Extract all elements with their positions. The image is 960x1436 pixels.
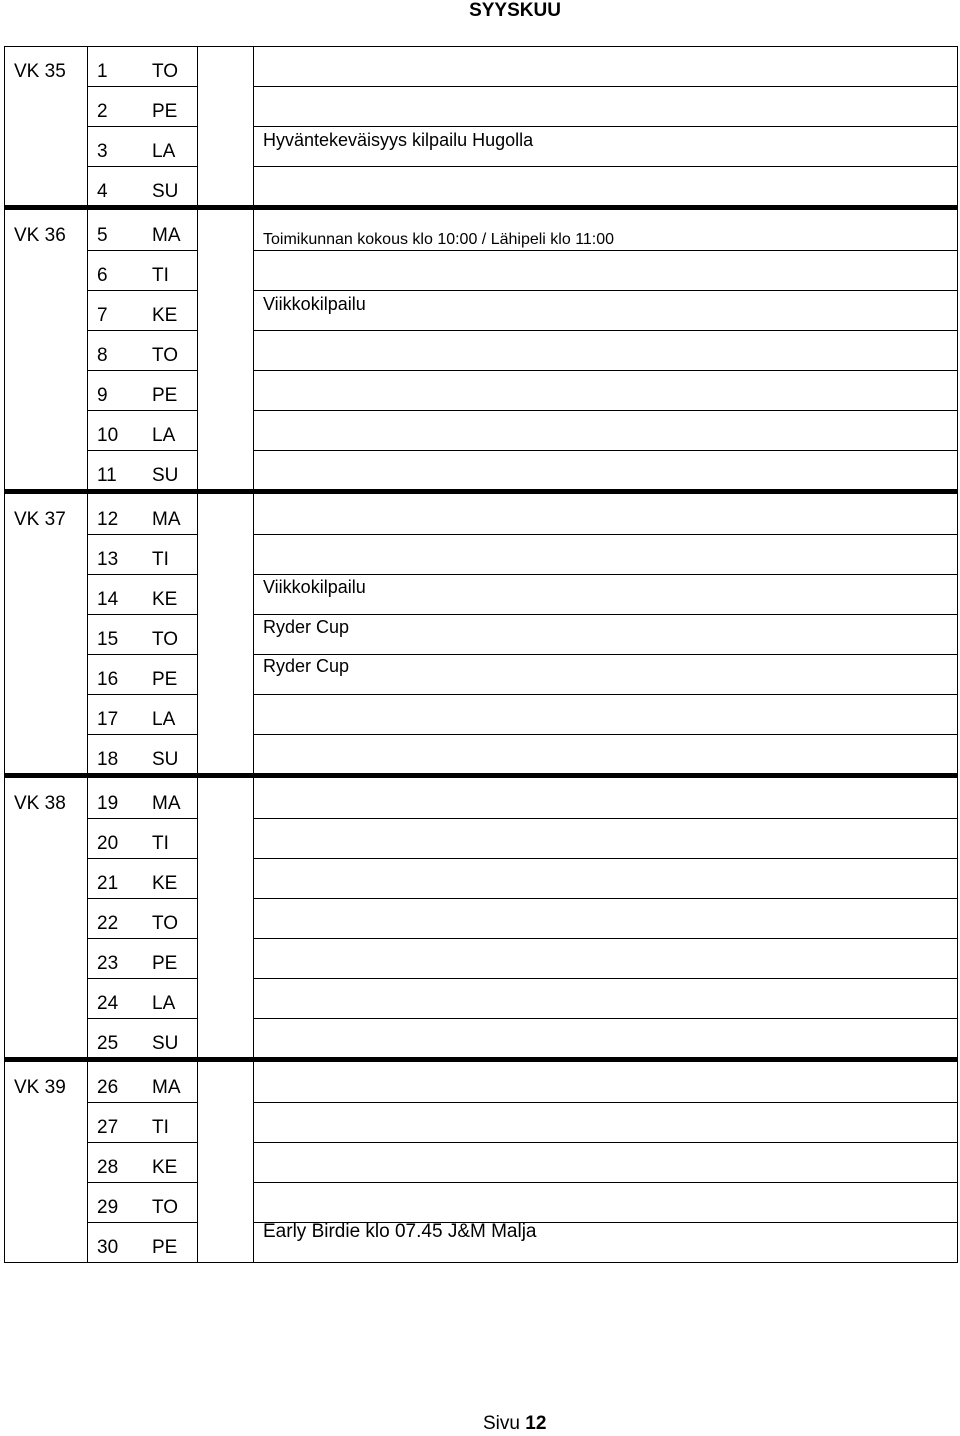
event-kokous: Toimikunnan kokous klo 10:00 / Lähipeli klo 11:00 [263,231,615,248]
day-row-separator [87,330,197,331]
day-of-week: PE [152,1237,178,1258]
day-number: 27 [97,1117,119,1138]
event-ryder-cup-1: Ryder Cup [263,617,350,637]
event-ryder-cup-2: Ryder Cup [263,656,350,676]
day-of-week: SU [152,1033,179,1054]
event-row-separator [253,694,958,695]
event-row-separator [253,938,958,939]
day-row-separator [87,858,197,859]
event-row-separator [253,410,958,411]
day-of-week: MA [152,509,181,530]
day-of-week: PE [152,953,178,974]
week-label: VK 35 [14,61,66,82]
day-of-week: TI [152,833,169,854]
day-row-separator [87,1182,197,1183]
day-of-week: TO [152,61,179,82]
event-row-separator [253,818,958,819]
day-col-divider [197,46,198,1262]
day-of-week: TO [152,345,179,366]
event-row-separator [253,734,958,735]
day-row-separator [87,126,197,127]
day-number: 10 [97,425,119,446]
event-row-separator [253,1182,958,1183]
day-of-week: SU [152,181,179,202]
day-of-week: TO [152,913,179,934]
day-of-week: TI [152,549,169,570]
day-of-week: PE [152,101,178,122]
week-separator [4,1057,958,1062]
day-number: 28 [97,1157,119,1178]
table-right-border [957,46,958,1262]
week-separator [4,205,958,210]
event-row-separator [253,290,958,291]
day-row-separator [87,1142,197,1143]
day-of-week: KE [152,305,178,326]
day-of-week: KE [152,1157,178,1178]
day-row-separator [87,898,197,899]
week-separator [4,489,958,494]
week-label: VK 37 [14,509,66,530]
day-row-separator [87,534,197,535]
day-row-separator [87,734,197,735]
day-row-separator [87,1222,197,1223]
day-row-separator [87,1018,197,1019]
footer-label: Sivu [483,1413,520,1434]
table-top-border [4,46,958,47]
day-row-separator [87,574,197,575]
event-row-separator [253,574,958,575]
event-row-separator [253,654,958,655]
day-row-separator [87,86,197,87]
day-of-week: TI [152,1117,169,1138]
footer-page-number: 12 [525,1413,547,1434]
day-of-week: MA [152,793,181,814]
day-number: 7 [97,305,108,326]
event-row-separator [253,370,958,371]
day-of-week: PE [152,669,178,690]
day-of-week: LA [152,141,176,162]
event-row-separator [253,614,958,615]
day-number: 11 [97,465,117,486]
day-number: 8 [97,345,108,366]
day-row-separator [87,166,197,167]
event-row-separator [253,1142,958,1143]
event-row-separator [253,978,958,979]
event-row-separator [253,450,958,451]
event-row-separator [253,166,958,167]
day-of-week: MA [152,1077,181,1098]
day-of-week: LA [152,425,176,446]
day-row-separator [87,290,197,291]
day-row-separator [87,818,197,819]
day-of-week: TI [152,265,169,286]
day-row-separator [87,654,197,655]
day-of-week: PE [152,385,178,406]
page-title: SYYSKUU [469,0,561,21]
day-number: 23 [97,953,119,974]
day-row-separator [87,978,197,979]
day-number: 15 [97,629,119,650]
day-of-week: TO [152,1197,179,1218]
day-of-week: MA [152,225,181,246]
day-number: 4 [97,181,108,202]
event-hugolla: Hyväntekeväisyys kilpailu Hugolla [263,130,534,150]
day-number: 14 [97,589,119,610]
day-number: 9 [97,385,108,406]
table-left-border [4,46,5,1262]
day-row-separator [87,250,197,251]
day-row-separator [87,370,197,371]
day-number: 19 [97,793,119,814]
day-number: 22 [97,913,119,934]
event-row-separator [253,1018,958,1019]
day-number: 13 [97,549,119,570]
spacer-col-divider [253,46,254,1262]
page-footer [483,1412,546,1436]
day-number: 2 [97,101,108,122]
week-separator [4,773,958,778]
table-bottom-border [4,1262,958,1263]
day-of-week: KE [152,589,178,610]
day-of-week: TO [152,629,179,650]
week-label: VK 38 [14,793,66,814]
day-number: 21 [97,873,119,894]
day-row-separator [87,614,197,615]
day-number: 5 [97,225,108,246]
day-number: 20 [97,833,119,854]
day-number: 16 [97,669,119,690]
day-number: 6 [97,265,108,286]
day-of-week: KE [152,873,178,894]
event-row-separator [253,126,958,127]
day-number: 25 [97,1033,119,1054]
event-viikkokilpailu-1: Viikkokilpailu [263,294,366,314]
week-col-divider [87,46,88,1262]
event-row-separator [253,898,958,899]
day-number: 17 [97,709,119,730]
event-row-separator [253,86,958,87]
day-row-separator [87,694,197,695]
day-row-separator [87,450,197,451]
day-row-separator [87,938,197,939]
day-of-week: LA [152,993,176,1014]
day-of-week: SU [152,465,179,486]
event-row-separator [253,534,958,535]
week-label: VK 36 [14,225,66,246]
day-number: 26 [97,1077,119,1098]
day-of-week: SU [152,749,179,770]
day-number: 12 [97,509,119,530]
week-label: VK 39 [14,1077,66,1098]
day-number: 18 [97,749,119,770]
event-early-birdie: Early Birdie klo 07.45 J&M Malja [263,1221,537,1242]
event-row-separator [253,1102,958,1103]
day-row-separator [87,410,197,411]
day-row-separator [87,1102,197,1103]
day-number: 30 [97,1237,119,1258]
day-number: 29 [97,1197,119,1218]
event-row-separator [253,858,958,859]
day-of-week: LA [152,709,176,730]
event-viikkokilpailu-2: Viikkokilpailu [263,577,366,597]
day-number: 24 [97,993,119,1014]
event-row-separator [253,330,958,331]
day-number: 3 [97,141,108,162]
day-number: 1 [97,61,108,82]
